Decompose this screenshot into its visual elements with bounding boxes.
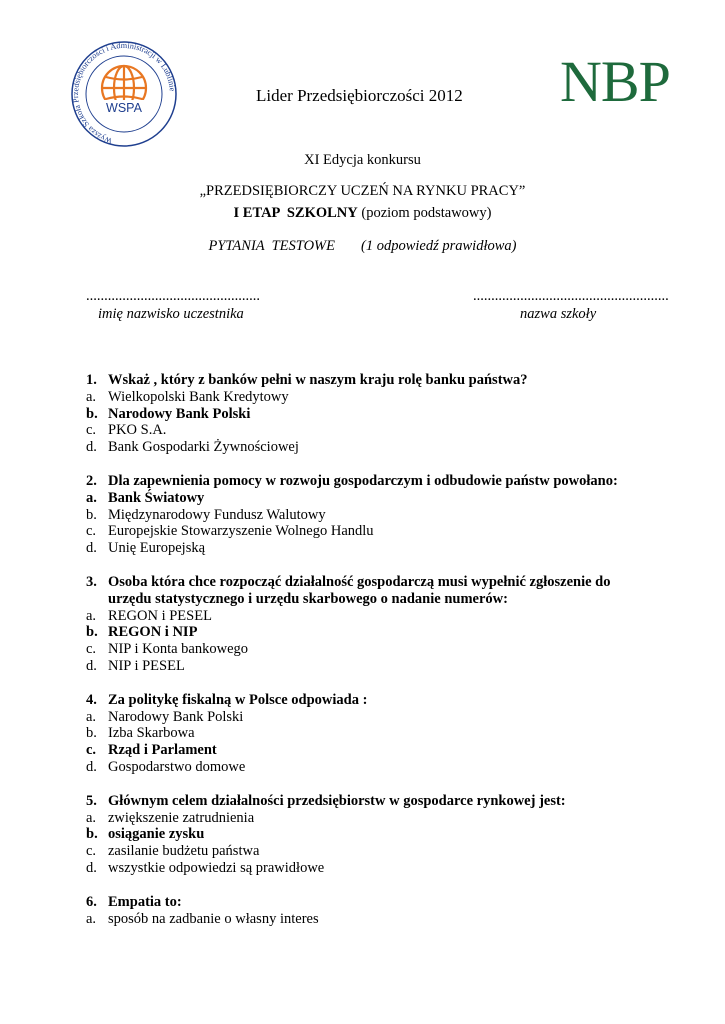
- answer-text: Narodowy Bank Polski: [108, 405, 251, 422]
- answer-option[interactable]: [86, 759, 646, 776]
- answer-text: zasilanie budżetu państwa: [108, 843, 260, 860]
- answer-text: Międzynarodowy Fundusz Walutowy: [108, 506, 326, 523]
- stage-level: (poziom podstawowy): [361, 205, 492, 221]
- answer-text: Unię Europejską: [108, 540, 206, 557]
- stage-line: [0, 205, 725, 222]
- answer-text: sposób na zadbanie o własny interes: [108, 910, 319, 927]
- answer-letter: b.: [86, 826, 98, 843]
- answer-option[interactable]: [86, 523, 646, 540]
- wspa-logo: [70, 40, 178, 148]
- answer-option[interactable]: [86, 810, 646, 827]
- answer-letter: a.: [86, 708, 97, 725]
- answer-letter: d.: [86, 758, 97, 775]
- question-text: Głównym celem działalności przedsiębiorstw w gospodarce rynkowej jest:: [108, 792, 566, 809]
- answer-text: wszystkie odpowiedzi są prawidłowe: [108, 859, 325, 876]
- answer-letter: c.: [86, 422, 97, 439]
- answer-letter: a.: [86, 910, 97, 927]
- question-number: 1.: [86, 372, 97, 388]
- answer-option[interactable]: [86, 911, 646, 928]
- test-header: [0, 238, 725, 255]
- answer-text: NIP i PESEL: [108, 657, 185, 674]
- answer-text: PKO S.A.: [108, 422, 167, 439]
- question-row: [86, 692, 646, 709]
- question-row: [86, 473, 646, 490]
- test-note: (1 odpowiedź prawidłowa): [361, 238, 517, 254]
- answer-option[interactable]: [86, 742, 646, 759]
- answer-text: Izba Skarbowa: [108, 725, 195, 742]
- answer-text: Narodowy Bank Polski: [108, 708, 244, 725]
- answer-option[interactable]: [86, 709, 646, 726]
- answer-option[interactable]: [86, 422, 646, 439]
- answer-text: Gospodarstwo domowe: [108, 758, 246, 775]
- question-number: 6.: [86, 893, 97, 910]
- answer-letter: d.: [86, 439, 97, 456]
- school-field-line[interactable]: ......................................................: [473, 288, 669, 304]
- answer-option[interactable]: [86, 624, 646, 641]
- answer-text: zwiększenie zatrudnienia: [108, 809, 255, 826]
- edition-label: XI Edycja konkursu: [304, 152, 421, 168]
- answer-option[interactable]: [86, 843, 646, 860]
- answer-text: osiąganie zysku: [108, 826, 205, 843]
- answer-option[interactable]: [86, 507, 646, 524]
- question-6: [86, 894, 646, 928]
- answer-option[interactable]: [86, 439, 646, 456]
- answer-letter: b.: [86, 405, 98, 422]
- test-title: PYTANIA TESTOWE: [208, 238, 335, 254]
- answer-option[interactable]: [86, 641, 646, 658]
- answer-letter: c.: [86, 742, 97, 759]
- answer-letter: a.: [86, 607, 97, 624]
- question-5: [86, 793, 646, 877]
- question-number: 2.: [86, 472, 97, 489]
- answer-letter: c.: [86, 523, 97, 540]
- answer-letter: a.: [86, 809, 97, 826]
- name-field-line[interactable]: ................................................: [86, 288, 260, 304]
- answer-option[interactable]: [86, 860, 646, 877]
- name-field-label: imię nazwisko uczestnika: [98, 306, 244, 322]
- answer-letter: d.: [86, 540, 97, 557]
- answer-text: REGON i PESEL: [108, 607, 212, 624]
- question-row: [86, 372, 646, 389]
- answer-text: Wielkopolski Bank Kredytowy: [108, 388, 289, 405]
- answer-option[interactable]: [86, 658, 646, 675]
- school-field-label: nazwa szkoły: [520, 306, 597, 322]
- question-3: [86, 574, 646, 675]
- question-number: 5.: [86, 792, 97, 809]
- question-1: [86, 372, 646, 456]
- answer-option[interactable]: [86, 389, 646, 406]
- answer-option[interactable]: [86, 490, 646, 507]
- answer-letter: d.: [86, 859, 97, 876]
- answer-letter: d.: [86, 657, 97, 674]
- answer-option[interactable]: [86, 725, 646, 742]
- logo-wspa-text: WSPA: [106, 101, 142, 115]
- answer-option[interactable]: [86, 540, 646, 557]
- answer-option[interactable]: [86, 608, 646, 625]
- question-text: Dla zapewnienia pomocy w rozwoju gospodarczym i odbudowie państw powołano:: [108, 472, 618, 489]
- question-row: [86, 793, 646, 810]
- answer-text: REGON i NIP: [108, 624, 198, 641]
- answer-letter: a.: [86, 489, 97, 506]
- question-text: Empatia to:: [108, 893, 182, 910]
- stage-name: I ETAP SZKOLNY: [233, 205, 358, 221]
- answer-letter: c.: [86, 641, 97, 658]
- answer-text: NIP i Konta bankowego: [108, 641, 249, 658]
- logo-ring-text: Wyższa Szkoła Przedsiębiorczości i Administracji w Lublinie: [71, 40, 177, 146]
- question-list: [86, 372, 646, 944]
- document-title: Lider Przedsiębiorczości 2012: [256, 86, 463, 105]
- question-text: Wskaż , który z banków pełni w naszym kraju rolę banku państwa?: [108, 372, 528, 388]
- answer-text: Rząd i Parlament: [108, 742, 217, 759]
- question-text: Osoba która chce rozpocząć działalność gospodarczą musi wypełnić zgłoszenie do urzędu statystycznego i urzędu skarbowego o nadanie numerów:: [108, 573, 611, 607]
- answer-letter: a.: [86, 388, 97, 405]
- question-row: [86, 574, 646, 608]
- question-number: 4.: [86, 691, 97, 708]
- answer-text: Bank Światowy: [108, 489, 205, 506]
- nbp-logo: NBP: [560, 49, 670, 114]
- question-4: [86, 692, 646, 776]
- answer-text: Bank Gospodarki Żywnościowej: [108, 439, 299, 456]
- contest-name: „PRZEDSIĘBIORCZY UCZEŃ NA RYNKU PRACY”: [199, 183, 526, 199]
- answer-letter: c.: [86, 843, 97, 860]
- answer-letter: b.: [86, 624, 98, 641]
- answer-option[interactable]: [86, 826, 646, 843]
- answer-letter: b.: [86, 506, 97, 523]
- question-row: [86, 894, 646, 911]
- answer-option[interactable]: [86, 406, 646, 423]
- question-number: 3.: [86, 573, 97, 590]
- answer-text: Europejskie Stowarzyszenie Wolnego Handlu: [108, 523, 374, 540]
- question-2: [86, 473, 646, 557]
- question-text: Za politykę fiskalną w Polsce odpowiada :: [108, 691, 368, 708]
- answer-letter: b.: [86, 725, 97, 742]
